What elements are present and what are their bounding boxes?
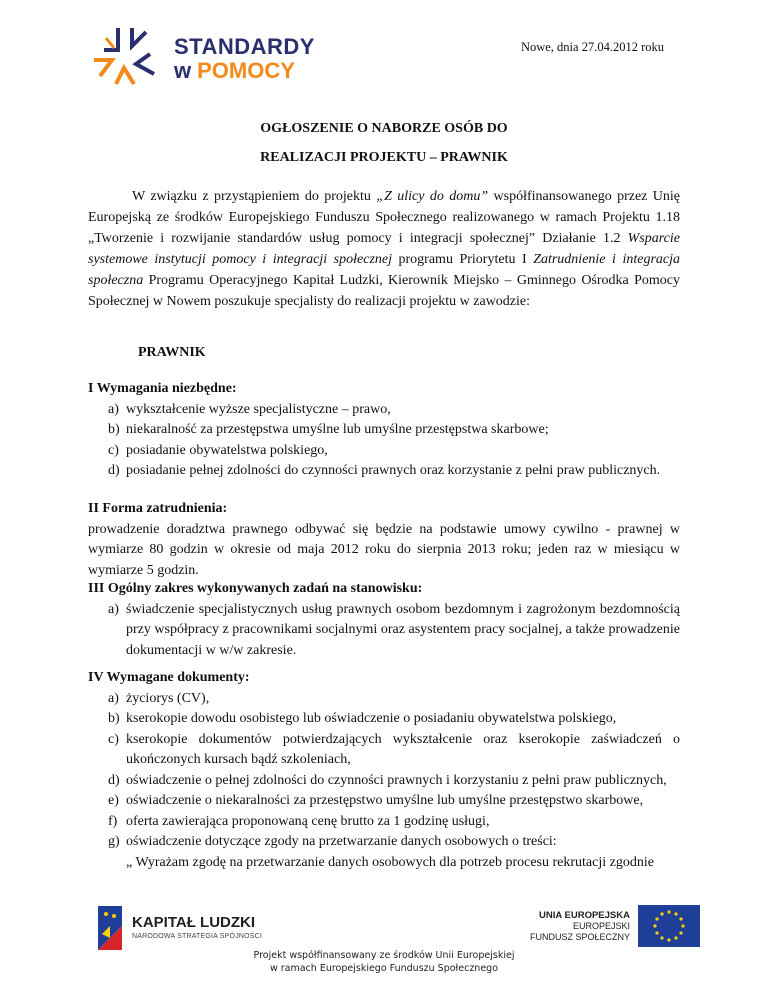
employment-form-text: prowadzenie doradztwa prawnego odbywać się będzie na podstawie umowy cywilno - prawnej w wymiarze 80 godzin w okresie od maja 2012 roku do sierpnia 2013 roku; jeden raz w miesiącu w wymiarze 5 godzin. [88, 521, 680, 578]
star-logo-icon [88, 24, 172, 88]
document-title-line1: OGŁOSZENIE O NABORZE OSÓB DO [260, 121, 508, 136]
kapital-ludzki-title: KAPITAŁ LUDZKI [132, 914, 256, 931]
document-date: Nowe, dnia 27.04.2012 roku [520, 40, 664, 54]
priority-name: Zatrudnienie i integracja społeczna [88, 252, 680, 288]
eu-label-line1: UNIA EUROPEJSKA [539, 910, 630, 921]
eu-fund-label [520, 910, 630, 943]
list-item: b) kserokopie dowodu osobistego lub oświadczenie o posiadaniu obywatelstwa polskiego, [108, 711, 617, 726]
logo-text-w: w [174, 58, 192, 83]
cofinancing-footnote [0, 949, 768, 975]
list-item: e) oświadczenie o niekaralności za przestępstwo umyślne lub umyślne przestępstwo skarbowe, [108, 793, 644, 808]
action-name: Wsparcie systemowe instytucji pomocy i integracji społecznej [88, 231, 680, 267]
intro-text-2: współfinansowanego przez Unię Europejską ze środków Europejskiego Funduszu Społecznego realizowanego w ramach Projektu 1.18 „Tworzenie i rozwijanie standardów usług pomocy i integracji społecznej” Działanie 1.2 [88, 189, 680, 246]
intro-text-4: Programu Operacyjnego Kapitał Ludzki, Kierownik Miejsko – Gminnego Ośrodka Pomocy Społecznej w Nowem poszukuje specjalisty do realizacji projektu w zawodzie: [88, 273, 680, 309]
intro-paragraph [88, 186, 680, 312]
section-heading: IV Wymagane dokumenty: [88, 670, 250, 685]
list-item: a) wykształcenie wyższe specjalistyczne – prawo, [108, 401, 391, 417]
kapital-ludzki-subtitle: NARODOWA STRATEGIA SPÓJNOŚCI [132, 933, 263, 940]
list-item: g) oświadczenie dotyczące zgody na przetwarzanie danych osobowych o treści: [108, 834, 557, 849]
documents-list [88, 689, 680, 874]
list-item: c) kserokopie dokumentów potwierdzających wykształcenie oraz kserokopie zaświadczeń o ukończonych kursach bądź szkoleniach, [108, 731, 680, 767]
duties-list [88, 600, 680, 662]
list-item: d) oświadczenie o pełnej zdolności do czynności prawnych i korzystaniu z pełni praw publicznych, [108, 772, 667, 788]
section-duties [88, 579, 680, 661]
list-item: d) posiadanie pełnej zdolności do czynności prawnych oraz korzystanie z pełni praw publicznych. [108, 463, 661, 478]
logo-text-standardy: STANDARDY [174, 34, 315, 59]
list-item: a) świadczenie specjalistycznych usług prawnych osobom bezdomnym i zagrożonym bezdomnością przy współpracy z pracownikami socjalnymi oraz asystentem pracy socjalnej, a także prowadzenie dokumentacji w w/w zakresie. [108, 601, 680, 658]
list-item: c) posiadanie obywatelstwa polskiego, [108, 442, 328, 458]
list-item: a) życiorys (CV), [108, 690, 210, 706]
footnote-line1: Projekt współfinansowany ze środków Unii Europejskiej [253, 950, 515, 961]
logo-text-pomocy [174, 60, 295, 82]
project-name: „Z ulicy do domu” [376, 189, 489, 204]
kapital-ludzki-emblem-icon [92, 904, 128, 954]
section-employment-form [88, 499, 680, 581]
eu-flag-icon [638, 905, 700, 947]
standardy-w-pomocy-logo [88, 24, 315, 88]
intro-text-3: programu Priorytetu I [392, 252, 534, 267]
logo-text-pomocy-word: POMOCY [197, 58, 295, 83]
eu-label-line3: FUNDUSZ SPOŁECZNY [529, 932, 630, 942]
document-title-line2: REALIZACJI PROJEKTU – PRAWNIK [260, 150, 508, 165]
section-heading: III Ogólny zakres wykonywanych zadań na stanowisku: [88, 581, 423, 596]
position-name: PRAWNIK [138, 345, 206, 360]
footnote-line2: w ramach Europejskiego Funduszu Społecznego [269, 963, 499, 974]
section-heading: II Forma zatrudnienia: [88, 501, 228, 516]
list-item: b) niekaralność za przestępstwa umyślne lub umyślne przestępstwa skarbowe; [108, 422, 549, 437]
section-documents [88, 668, 680, 873]
section-heading: I Wymagania niezbędne: [88, 381, 237, 396]
eu-label-line2: EUROPEJSKI [572, 921, 630, 931]
intro-text-1: W związku z przystąpieniem do projektu [132, 189, 377, 204]
section-requirements [88, 379, 680, 482]
list-item: f) oferta zawierająca proponowaną cenę brutto za 1 godzinę usługi, [108, 813, 490, 829]
requirements-list [88, 400, 680, 482]
consent-quote: „ Wyrażam zgodę na przetwarzanie danych osobowych dla potrzeb procesu rekrutacji zgodnie [126, 854, 654, 870]
